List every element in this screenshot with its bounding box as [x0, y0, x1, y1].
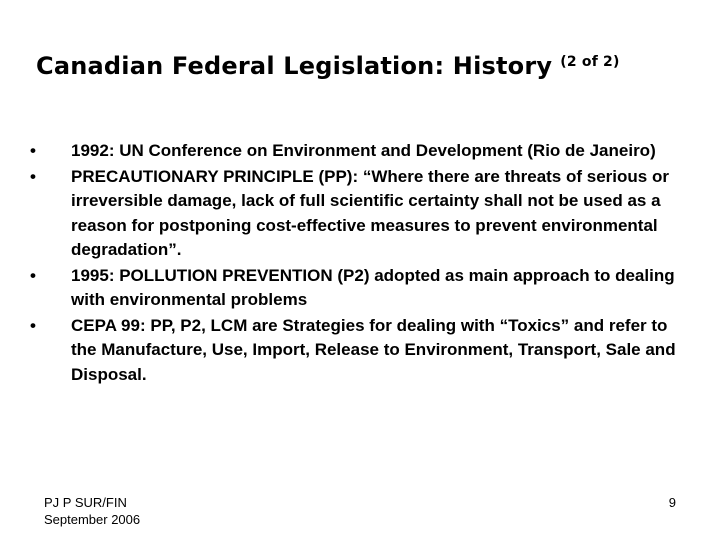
footer-date: September 2006: [44, 512, 141, 527]
bullet-text: PRECAUTIONARY PRINCIPLE (PP): “Where there are threats of serious or irreversible damage, lack of full scientific certainty shall not be used as a reason for postponing cost-effective measures to prevent environmental degradation”.: [71, 166, 669, 259]
slide-title: [36, 52, 620, 80]
bullet-marker: •: [30, 315, 36, 335]
bullet-item: [30, 139, 690, 164]
bullet-marker: •: [30, 166, 36, 186]
bullet-item: [30, 264, 690, 313]
slide-title-part: (2 of 2): [560, 54, 620, 70]
bullet-marker: •: [30, 265, 36, 285]
page-number: 9: [668, 495, 676, 510]
bullet-text: 1992: UN Conference on Environment and Development (Rio de Janeiro): [71, 141, 656, 160]
bullet-text: CEPA 99: PP, P2, LCM are Strategies for dealing with “Toxics” and refer to the Manufacture, Use, Import, Release to Environment, Transport, Sale and Disposal.: [71, 315, 676, 384]
bullet-list: [30, 139, 690, 388]
bullet-item: [30, 165, 690, 263]
footer-info: [44, 494, 140, 528]
slide-title-text: Canadian Federal Legislation: History: [36, 52, 553, 80]
bullet-marker: •: [30, 141, 36, 160]
footer-author: PJ P SUR/FIN: [44, 495, 127, 510]
bullet-text: 1995: POLLUTION PREVENTION (P2) adopted as main approach to dealing with environmental problems: [71, 265, 675, 309]
bullet-item: [30, 314, 690, 388]
